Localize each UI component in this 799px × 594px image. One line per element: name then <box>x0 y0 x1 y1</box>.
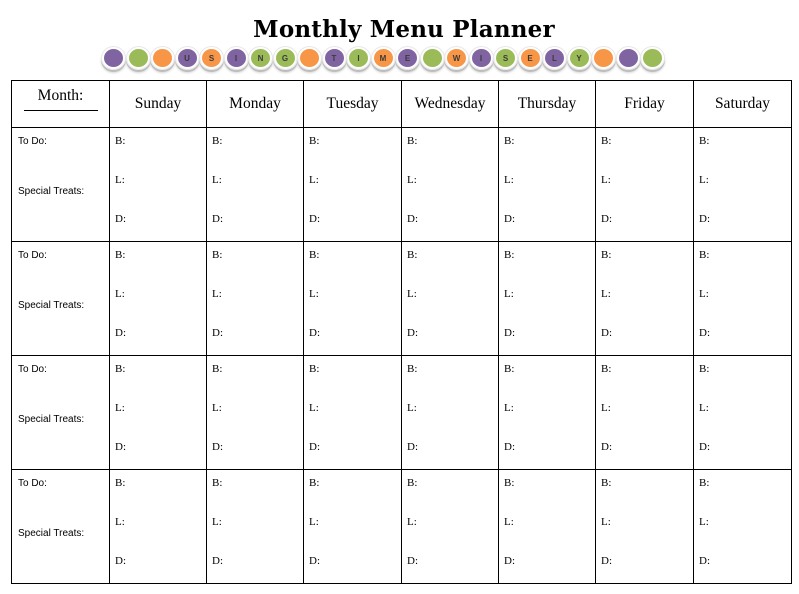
day-meal-cell[interactable] <box>694 128 792 242</box>
day-header-thursday: Thursday <box>499 81 596 128</box>
page-title: Monthly Menu Planner <box>253 16 555 43</box>
day-header-tuesday: Tuesday <box>304 81 402 128</box>
banner-dot <box>518 46 543 70</box>
day-meal-cell[interactable] <box>694 470 792 584</box>
banner-dot-letter <box>153 49 172 67</box>
day-header-wednesday: Wednesday <box>402 81 499 128</box>
day-header-friday: Friday <box>596 81 694 128</box>
month-header-cell <box>12 81 110 128</box>
day-meal-cell[interactable] <box>110 356 207 470</box>
lunch-label: L: <box>115 288 125 300</box>
banner-dot <box>567 46 592 70</box>
breakfast-label: B: <box>504 363 515 375</box>
banner-dot-letter <box>594 49 613 67</box>
lunch-label: L: <box>407 174 417 186</box>
breakfast-label: B: <box>115 135 126 147</box>
dinner-label: D: <box>212 213 223 225</box>
lunch-label: L: <box>309 402 319 414</box>
banner-dot-letter: E <box>521 49 540 67</box>
banner-dot-letter <box>423 49 442 67</box>
lunch-label: L: <box>504 174 514 186</box>
banner-dot <box>395 46 420 70</box>
day-meal-cell[interactable] <box>499 128 596 242</box>
dinner-label: D: <box>601 555 612 567</box>
breakfast-label: B: <box>309 477 320 489</box>
banner-dot-letter: S <box>202 49 221 67</box>
lunch-label: L: <box>601 288 611 300</box>
special-treats-label: Special Treats: <box>18 186 85 197</box>
dinner-label: D: <box>212 555 223 567</box>
banner-dot <box>444 46 469 70</box>
day-meal-cell[interactable] <box>596 128 694 242</box>
breakfast-label: B: <box>309 135 320 147</box>
dinner-label: D: <box>115 327 126 339</box>
breakfast-label: B: <box>407 363 418 375</box>
dinner-label: D: <box>407 213 418 225</box>
breakfast-label: B: <box>699 477 710 489</box>
day-meal-cell[interactable] <box>596 356 694 470</box>
banner-dot-letter <box>104 49 123 67</box>
day-meal-cell[interactable] <box>304 356 402 470</box>
dinner-label: D: <box>407 555 418 567</box>
day-meal-cell[interactable] <box>304 128 402 242</box>
special-treats-label: Special Treats: <box>18 414 85 425</box>
day-meal-cell[interactable] <box>207 470 304 584</box>
day-header-monday: Monday <box>207 81 304 128</box>
lunch-label: L: <box>601 402 611 414</box>
banner-dot-letter: S <box>496 49 515 67</box>
banner-dot <box>420 46 445 70</box>
week-row <box>12 356 792 470</box>
banner-dot <box>322 46 347 70</box>
lunch-label: L: <box>309 516 319 528</box>
special-treats-label: Special Treats: <box>18 528 85 539</box>
breakfast-label: B: <box>504 135 515 147</box>
dinner-label: D: <box>699 441 710 453</box>
dinner-label: D: <box>212 327 223 339</box>
week-notes-cell[interactable] <box>12 242 110 356</box>
lunch-label: L: <box>699 174 709 186</box>
banner-dot-letter: E <box>398 49 417 67</box>
banner-dot <box>542 46 567 70</box>
banner-dot <box>101 46 126 70</box>
dinner-label: D: <box>115 441 126 453</box>
banner-dot <box>591 46 616 70</box>
banner-dot-letter: I <box>227 49 246 67</box>
day-meal-cell[interactable] <box>110 128 207 242</box>
dinner-label: D: <box>601 213 612 225</box>
menu-planner-table <box>11 80 792 584</box>
banner-dot <box>273 46 298 70</box>
breakfast-label: B: <box>309 249 320 261</box>
breakfast-label: B: <box>212 249 223 261</box>
lunch-label: L: <box>699 288 709 300</box>
todo-label: To Do: <box>18 250 47 261</box>
breakfast-label: B: <box>601 249 612 261</box>
day-header-saturday: Saturday <box>694 81 792 128</box>
day-meal-cell[interactable] <box>694 356 792 470</box>
lunch-label: L: <box>212 516 222 528</box>
banner-dot <box>199 46 224 70</box>
day-meal-cell[interactable] <box>499 470 596 584</box>
day-meal-cell[interactable] <box>304 470 402 584</box>
lunch-label: L: <box>407 402 417 414</box>
lunch-label: L: <box>407 516 417 528</box>
banner-dot-letter <box>129 49 148 67</box>
week-row <box>12 128 792 242</box>
dinner-label: D: <box>601 441 612 453</box>
lunch-label: L: <box>504 288 514 300</box>
breakfast-label: B: <box>212 477 223 489</box>
day-meal-cell[interactable] <box>499 242 596 356</box>
breakfast-label: B: <box>504 477 515 489</box>
banner-dot-letter <box>643 49 662 67</box>
dinner-label: D: <box>407 441 418 453</box>
banner-dot-letter <box>619 49 638 67</box>
breakfast-label: B: <box>699 363 710 375</box>
lunch-label: L: <box>407 288 417 300</box>
banner-dot-letter: I <box>472 49 491 67</box>
day-meal-cell[interactable] <box>110 242 207 356</box>
lunch-label: L: <box>504 402 514 414</box>
lunch-label: L: <box>212 288 222 300</box>
banner-dot-letter: M <box>374 49 393 67</box>
breakfast-label: B: <box>699 249 710 261</box>
lunch-label: L: <box>601 516 611 528</box>
dinner-label: D: <box>699 213 710 225</box>
dinner-label: D: <box>212 441 223 453</box>
todo-label: To Do: <box>18 136 47 147</box>
week-row <box>12 470 792 584</box>
day-meal-cell[interactable] <box>207 128 304 242</box>
banner-dot-letter <box>300 49 319 67</box>
breakfast-label: B: <box>601 135 612 147</box>
breakfast-label: B: <box>115 249 126 261</box>
banner-dot <box>126 46 151 70</box>
day-meal-cell[interactable] <box>402 470 499 584</box>
breakfast-label: B: <box>504 249 515 261</box>
breakfast-label: B: <box>309 363 320 375</box>
lunch-label: L: <box>504 516 514 528</box>
dinner-label: D: <box>699 555 710 567</box>
lunch-label: L: <box>212 402 222 414</box>
dinner-label: D: <box>115 555 126 567</box>
todo-label: To Do: <box>18 364 47 375</box>
banner-dot <box>175 46 200 70</box>
week-row <box>12 242 792 356</box>
banner-dot-letter: U <box>178 49 197 67</box>
breakfast-label: B: <box>407 477 418 489</box>
dinner-label: D: <box>115 213 126 225</box>
banner-dot-letter: G <box>276 49 295 67</box>
breakfast-label: B: <box>115 363 126 375</box>
banner-dot <box>469 46 494 70</box>
dinner-label: D: <box>601 327 612 339</box>
dinner-label: D: <box>407 327 418 339</box>
banner-dot <box>371 46 396 70</box>
banner-dot <box>346 46 371 70</box>
month-label: Month: <box>37 87 84 104</box>
day-meal-cell[interactable] <box>207 242 304 356</box>
dinner-label: D: <box>309 441 320 453</box>
breakfast-label: B: <box>601 363 612 375</box>
header-row <box>12 81 792 128</box>
day-meal-cell[interactable] <box>402 356 499 470</box>
month-write-line[interactable] <box>24 110 98 111</box>
banner-dot-letter: Y <box>570 49 589 67</box>
day-meal-cell[interactable] <box>499 356 596 470</box>
banner-dot-letter: N <box>251 49 270 67</box>
dinner-label: D: <box>309 213 320 225</box>
day-meal-cell[interactable] <box>402 128 499 242</box>
lunch-label: L: <box>601 174 611 186</box>
lunch-label: L: <box>699 402 709 414</box>
day-meal-cell[interactable] <box>402 242 499 356</box>
week-notes-cell[interactable] <box>12 356 110 470</box>
lunch-label: L: <box>212 174 222 186</box>
day-meal-cell[interactable] <box>207 356 304 470</box>
lunch-label: L: <box>115 516 125 528</box>
banner-dot-letter: L <box>545 49 564 67</box>
dinner-label: D: <box>504 441 515 453</box>
banner-dot <box>248 46 273 70</box>
dinner-label: D: <box>504 213 515 225</box>
day-meal-cell[interactable] <box>596 470 694 584</box>
breakfast-label: B: <box>407 249 418 261</box>
banner-dot <box>493 46 518 70</box>
dinner-label: D: <box>309 327 320 339</box>
breakfast-label: B: <box>115 477 126 489</box>
lunch-label: L: <box>115 174 125 186</box>
day-header-sunday: Sunday <box>110 81 207 128</box>
banner-dot-letter: W <box>447 49 466 67</box>
day-meal-cell[interactable] <box>110 470 207 584</box>
lunch-label: L: <box>115 402 125 414</box>
dinner-label: D: <box>309 555 320 567</box>
banner-dot <box>616 46 641 70</box>
day-meal-cell[interactable] <box>304 242 402 356</box>
breakfast-label: B: <box>407 135 418 147</box>
day-meal-cell[interactable] <box>694 242 792 356</box>
todo-label: To Do: <box>18 478 47 489</box>
banner-dot <box>640 46 665 70</box>
banner-dot-letter: T <box>325 49 344 67</box>
dinner-label: D: <box>504 327 515 339</box>
day-meal-cell[interactable] <box>596 242 694 356</box>
breakfast-label: B: <box>212 135 223 147</box>
special-treats-label: Special Treats: <box>18 300 85 311</box>
banner-dot <box>297 46 322 70</box>
breakfast-label: B: <box>212 363 223 375</box>
week-notes-cell[interactable] <box>12 470 110 584</box>
lunch-label: L: <box>699 516 709 528</box>
lunch-label: L: <box>309 174 319 186</box>
banner-dot-letter: I <box>349 49 368 67</box>
week-notes-cell[interactable] <box>12 128 110 242</box>
dinner-label: D: <box>699 327 710 339</box>
breakfast-label: B: <box>699 135 710 147</box>
dinner-label: D: <box>504 555 515 567</box>
banner-dot <box>150 46 175 70</box>
breakfast-label: B: <box>601 477 612 489</box>
lunch-label: L: <box>309 288 319 300</box>
banner-dot <box>224 46 249 70</box>
